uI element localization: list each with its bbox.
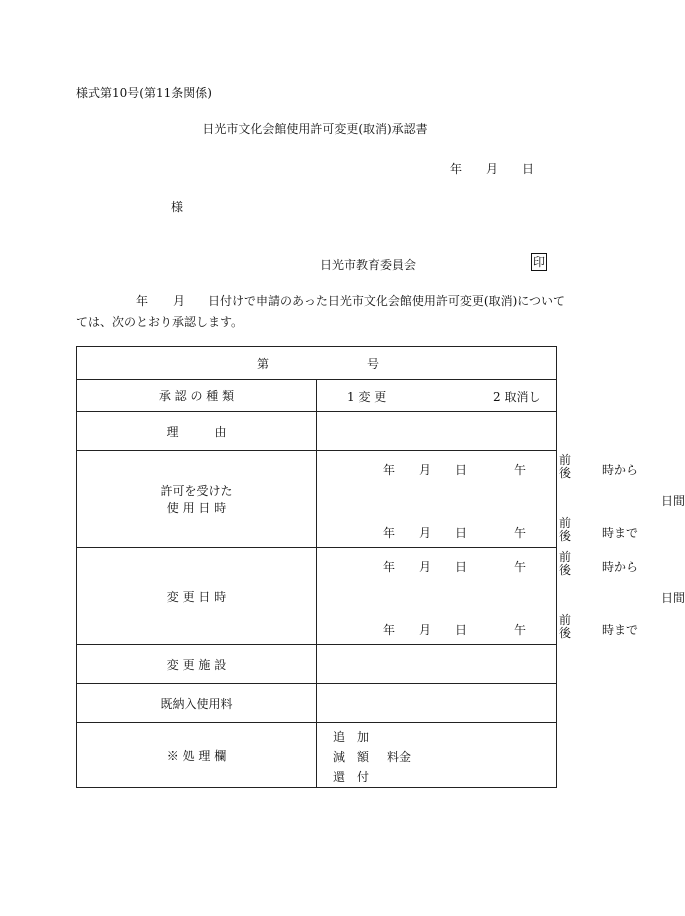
- proc-reduce: 減 額: [333, 750, 370, 764]
- proc-refund: 還 付: [333, 770, 370, 784]
- body-month: 月: [173, 294, 186, 308]
- permitted-label-line1: 許可を受けた: [160, 484, 233, 498]
- change-from-month: 月: [419, 560, 432, 574]
- change-from-day: 日: [455, 560, 468, 574]
- permitted-datetime-label: [77, 451, 317, 548]
- change-from-pm: 後: [559, 563, 572, 577]
- until-month: 月: [419, 526, 432, 540]
- until-year: 年: [383, 526, 396, 540]
- number-suffix: 号: [367, 357, 380, 371]
- addressee-suffix: 様: [171, 200, 184, 214]
- change-duration-days: 日間: [661, 591, 685, 605]
- seal-mark: 印: [532, 255, 545, 269]
- from-time: 時から: [602, 463, 639, 477]
- processing-field[interactable]: [317, 723, 557, 788]
- facility-label: 変 更 施 設: [77, 645, 317, 684]
- document-title: 日光市文化会館使用許可変更(取消)承認書: [202, 122, 428, 136]
- date-day: 日: [522, 162, 535, 176]
- until-pm: 後: [559, 529, 572, 543]
- body-text-continued: ては、次のとおり承認します。: [76, 315, 244, 329]
- change-until-day: 日: [455, 623, 468, 637]
- from-ampm: [559, 454, 571, 480]
- date-year: 年: [450, 162, 463, 176]
- change-until-ampm: [559, 614, 571, 640]
- change-from-am: 前: [559, 550, 572, 564]
- issuer-name: 日光市教育委員会: [320, 258, 417, 272]
- date-month: 月: [486, 162, 499, 176]
- until-time: 時まで: [602, 526, 639, 540]
- change-from-noon: 午: [514, 560, 527, 574]
- change-until-am: 前: [559, 613, 572, 627]
- change-until-year: 年: [383, 623, 396, 637]
- number-prefix: 第: [257, 357, 270, 371]
- processing-label: ※ 処 理 欄: [77, 723, 317, 788]
- proc-add: 追 加: [333, 730, 370, 744]
- change-from-year: 年: [383, 560, 396, 574]
- processing-options: [333, 727, 369, 787]
- change-datetime-label: 変 更 日 時: [77, 548, 317, 645]
- from-year: 年: [383, 463, 396, 477]
- kind-option-change: 1 変 更: [347, 390, 387, 404]
- change-from-ampm: [559, 551, 571, 577]
- change-from-time: 時から: [602, 560, 639, 574]
- body-year: 年: [136, 294, 149, 308]
- change-datetime-field[interactable]: [317, 548, 685, 645]
- fee-label: 既納入使用料: [77, 684, 317, 723]
- change-until-noon: 午: [514, 623, 527, 637]
- kind-field[interactable]: [317, 380, 557, 412]
- kind-label: 承 認 の 種 類: [77, 380, 317, 412]
- until-day: 日: [455, 526, 468, 540]
- number-row: [77, 347, 557, 380]
- from-day: 日: [455, 463, 468, 477]
- permitted-label-line2: 使 用 日 時: [166, 501, 227, 515]
- from-pm: 後: [559, 466, 572, 480]
- body-text: 日付けで申請のあった日光市文化会館使用許可変更(取消)について: [208, 294, 566, 308]
- change-until-pm: 後: [559, 626, 572, 640]
- form-number: 様式第10号(第11条関係): [76, 86, 212, 100]
- from-month: 月: [419, 463, 432, 477]
- change-until-month: 月: [419, 623, 432, 637]
- fee-field[interactable]: [317, 684, 557, 723]
- from-am: 前: [559, 453, 572, 467]
- permitted-datetime-field[interactable]: [317, 451, 685, 548]
- reason-label: 理 由: [77, 412, 317, 451]
- facility-field[interactable]: [317, 645, 557, 684]
- change-until-time: 時まで: [602, 623, 639, 637]
- kind-option-cancel: 2 取消し: [493, 390, 541, 404]
- proc-fee: 料金: [387, 750, 412, 764]
- from-noon: 午: [514, 463, 527, 477]
- until-am: 前: [559, 516, 572, 530]
- until-noon: 午: [514, 526, 527, 540]
- approval-table: [76, 346, 685, 788]
- until-ampm: [559, 517, 571, 543]
- reason-field[interactable]: [317, 412, 557, 451]
- duration-days: 日間: [661, 494, 685, 508]
